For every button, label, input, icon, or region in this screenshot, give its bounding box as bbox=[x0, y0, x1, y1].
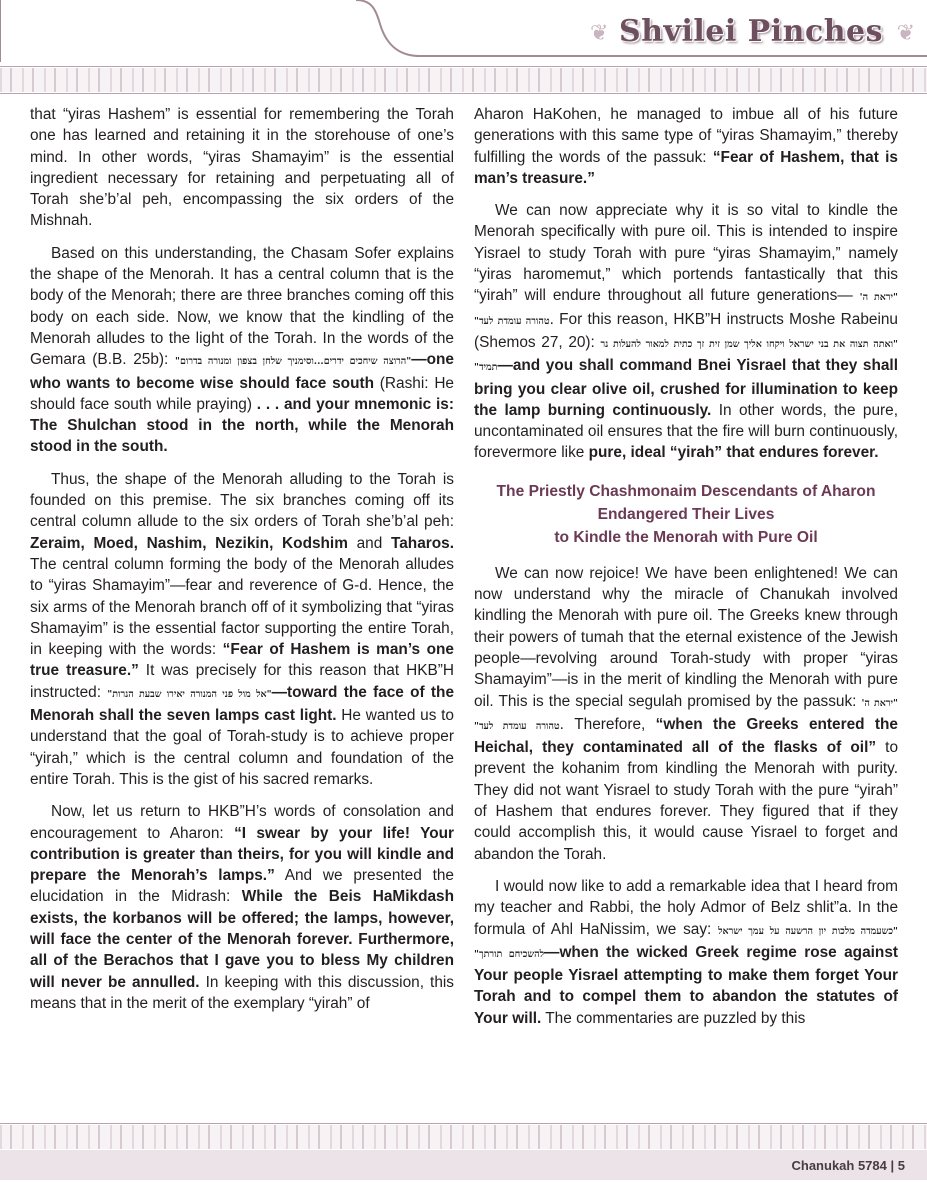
publication-title: Shvilei Pinches bbox=[619, 14, 883, 49]
paragraph-text: I would now like to add a remarkable idea that I heard from my teacher and Rabbi, the holy Admor of Belz shlit”a. In the formula of Ahl HaNissim, we say: bbox=[474, 877, 898, 938]
paragraph bbox=[30, 104, 454, 232]
paragraph-text: Thus, the shape of the Menorah alluding to the Torah is founded on this premise. The six branches coming off its central column allude to the six orders of Torah she’b’al peh: bbox=[30, 470, 454, 531]
paragraph-text: We can now rejoice! We have been enlightened! We can now understand why the miracle of Chanukah involved kindling the Menorah with pure oil. The Greeks knew through their powers of tumah that the eternal existence of the Jewish people—revolving around Torah-study with proper “yiras Shamayim”—is in the merit of kindling the Menorah with pure oil. This is the special segulah promised by the passuk: bbox=[474, 564, 898, 710]
paragraph bbox=[474, 200, 898, 464]
header-rule bbox=[0, 66, 927, 67]
footer-separator: | bbox=[890, 1158, 895, 1173]
subheading-line: The Priestly Chashmonaim Descendants of Aharon bbox=[496, 482, 876, 500]
issue-label: Chanukah 5784 bbox=[791, 1158, 887, 1173]
bold-term: Zeraim, Moed, Nashim, Nezikin, Kodshim bbox=[30, 534, 348, 552]
page-number: 5 bbox=[897, 1158, 905, 1173]
bold-translation: —and you shall command Bnei Yisrael that they shall bring you clear olive oil, crushed for illumination to keep the lamp burning continuously. bbox=[474, 357, 898, 419]
paragraph-text: (Rashi: He should face south while praying) bbox=[30, 374, 454, 413]
bold-quote: “Fear of Hashem, that is man’s treasure.” bbox=[474, 148, 898, 187]
bold-quote: While the Beis HaMikdash exists, the korbanos will be offered; the lamps, however, will face the center of the Menorah forever. Furthermore, all of the Berachos that I gave you to bless My children will never be annulled. bbox=[30, 888, 454, 991]
bold-phrase: pure, ideal “yirah” that endures forever. bbox=[588, 444, 879, 462]
paragraph bbox=[474, 563, 898, 865]
paragraph bbox=[474, 876, 898, 1029]
paragraph-text: that “yiras Hashem” is essential for remembering the Torah one has learned and retaining it in the storehouse of one’s mind. In other words, “yiras Shamayim” is the essential ingredient necessary for retaining and perpetuating all of Torah she’b’al peh, encompassing the six orders of the Mishnah. bbox=[30, 106, 454, 230]
right-column bbox=[474, 104, 898, 1040]
brand-swirl-left-ornament: ❦ bbox=[590, 20, 609, 45]
subheading-line: Endangered Their Lives bbox=[597, 505, 775, 523]
hebrew-quote: "ואתה תצוה את בני ישראל ויקחו אליך שמן זית זך כתית למאור להעלות נר תמיד" bbox=[474, 338, 898, 374]
bold-quote: “when the Greeks entered the Heichal, they contaminated all of the flasks of oil” bbox=[474, 715, 898, 757]
footer-rule bbox=[0, 1123, 927, 1124]
bold-translation: . . . and your mnemonic is: The Shulchan stood in the north, while the Menorah stood in the south. bbox=[30, 395, 454, 456]
hebrew-quote: "אל מול פני המנורה יאירו שבעת הנרות" bbox=[107, 688, 272, 700]
left-column bbox=[30, 104, 454, 1025]
footer-ornament-band bbox=[0, 1125, 927, 1149]
header-ornament-band bbox=[0, 68, 927, 92]
page-footer bbox=[792, 1158, 906, 1173]
paragraph-text: He wanted us to understand that the goal of Torah-study is to achieve proper “yirah,” which is the central column and foundation of the entire Torah. This is the gist of his sacred remarks. bbox=[30, 707, 454, 788]
bold-translation: —toward the face of the Menorah shall the seven lamps cast light. bbox=[30, 683, 455, 725]
paragraph-text: In keeping with this discussion, this means that in the merit of the exemplary “yirah” of bbox=[30, 973, 455, 1012]
footer-bar bbox=[0, 1150, 927, 1180]
bold-translation: —one who wants to become wise should face south bbox=[30, 351, 454, 392]
hebrew-quote: "כשעמדה מלכות יון הרשעה על עמך ישראל להשכיחם תורתך" bbox=[474, 925, 898, 960]
paragraph-text: It was precisely for this reason that HKB”H instructed: bbox=[30, 662, 454, 701]
section-subheading bbox=[474, 480, 898, 549]
header-rule-lower bbox=[0, 93, 927, 94]
paragraph-text: The commentaries are puzzled by this bbox=[541, 1009, 806, 1027]
paragraph-text: We can now appreciate why it is so vital to kindle the Menorah specifically with pure oil. This is intended to inspire Yisrael to study Torah with pure “yiras Shamayim,” namely “yiras haromemut,” which portends fantastically that this “yirah” will endure throughout all future generations— bbox=[474, 202, 898, 305]
paragraph-text: . Therefore, bbox=[559, 715, 656, 733]
page-header bbox=[0, 0, 927, 62]
brand-swirl-right-ornament: ❦ bbox=[896, 20, 915, 45]
hebrew-quote: "הרוצה שיחכים ידרים...וסימניך שלחן בצפון ומנורה בדרום" bbox=[175, 356, 412, 368]
bold-translation: —when the wicked Greek regime rose against Your people Yisrael attempting to make them forget Your Torah and to compel them to abandon the statutes of Your will. bbox=[474, 943, 898, 1027]
paragraph-text: Aharon HaKohen, he managed to imbue all of his future generations with this same type of “yiras Shamayim,” thereby fulfilling the words of the passuk: bbox=[474, 106, 898, 166]
hebrew-quote: "יראת ה' טהורה עומדת לעד" bbox=[474, 292, 898, 327]
paragraph-text: Now, let us return to HKB”H’s words of consolation and encouragement to Aharon: bbox=[30, 803, 454, 842]
paragraph-text: The central column forming the body of the Menorah alludes to “yiras Shamayim”—fear and reverence of G-d. Hence, the six arms of the Menorah branch off of it symbolizing that “yiras Shamayim” is the essential factor supporting the entire Torah, in keeping with the words: bbox=[30, 555, 454, 659]
bold-quote: “I swear by your life! Your contribution is greater than theirs, for you will kindle and prepare the Menorah’s lamps.” bbox=[30, 824, 454, 885]
paragraph-text: And we presented the elucidation in the Midrash: bbox=[30, 867, 454, 906]
paragraph-text: and bbox=[347, 534, 391, 552]
paragraph-text: to prevent the kohanim from kindling the Menorah with purity. They did not want Yisrael to study Torah with the pure “yirah” of Hashem that endures forever. They figured that if they could accomplish this, it would cause Yisrael to forget and abandon the Torah. bbox=[474, 739, 898, 863]
paragraph-text: In other words, the pure, uncontaminated oil ensures that the fire will burn continuously, forevermore like bbox=[474, 401, 898, 462]
paragraph bbox=[474, 104, 898, 189]
paragraph bbox=[30, 469, 454, 790]
paragraph-text: Based on this understanding, the Chasam Sofer explains the shape of the Menorah. It has a central column that is the body of the Menorah; there are three branches coming off this body on each side. Now, we know that the kindling of the Menorah alludes to the light of the Torah. In the words of the Gemara (B.B. 25b): bbox=[30, 244, 454, 369]
subheading-line: to Kindle the Menorah with Pure Oil bbox=[554, 528, 818, 546]
paragraph bbox=[30, 801, 454, 1014]
bold-term: Taharos. bbox=[390, 534, 454, 552]
paragraph-text: . For this reason, HKB”H instructs Moshe Rabeinu (Shemos 27, 20): bbox=[474, 310, 898, 351]
paragraph bbox=[30, 243, 454, 458]
bold-quote: “Fear of Hashem is man’s one true treasure.” bbox=[30, 641, 454, 680]
hebrew-quote: "יראת ה' טהורה עומדת לעד" bbox=[474, 697, 898, 732]
